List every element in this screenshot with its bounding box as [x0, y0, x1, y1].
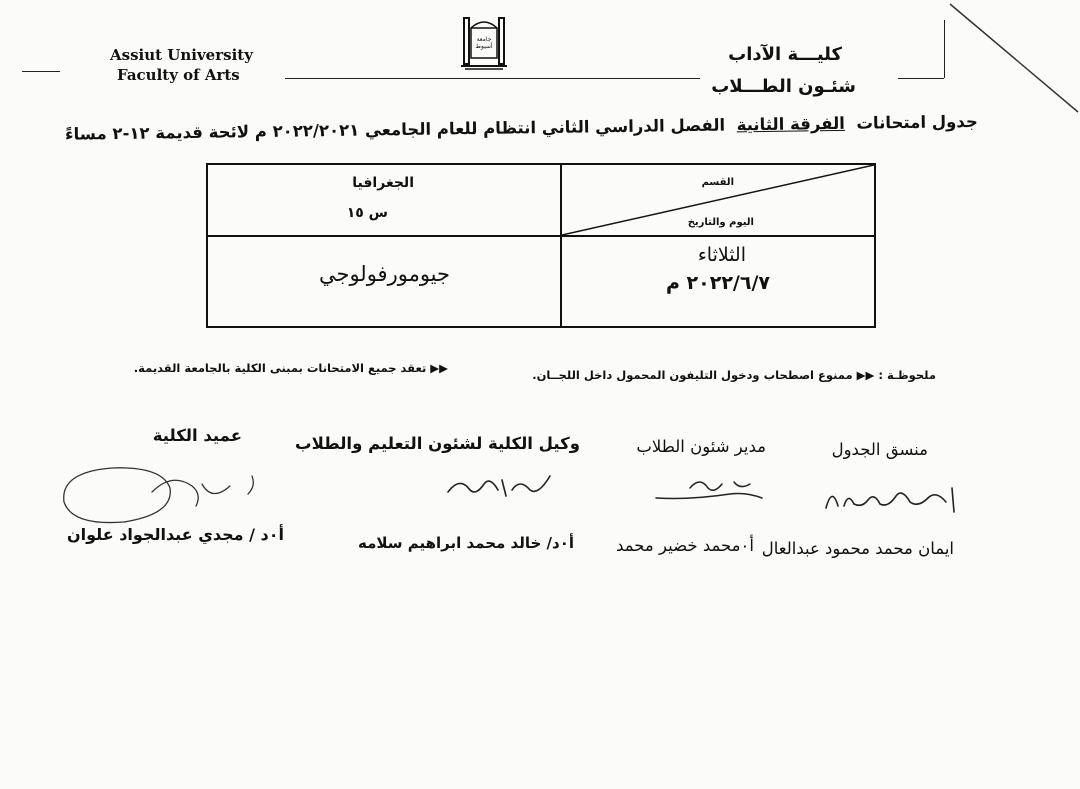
note-location: تعقد جميع الامتحانات بمبنى الكلية بالجامعة القديمة.: [133, 361, 427, 375]
bullet-icon: ▶▶: [430, 361, 448, 375]
department-name-ar: شئـون الطـــلاب: [711, 76, 856, 97]
role-vice-dean: وكيل الكلية لشئون التعليم والطلاب: [295, 434, 580, 453]
note-location-line: [134, 361, 448, 375]
signature-dean: [52, 462, 272, 528]
role-scheduler: منسق الجدول: [831, 440, 928, 459]
name-dean: أ٠د / مجدي عبدالجواد علوان: [66, 525, 284, 544]
signature-vice-dean: [440, 466, 560, 506]
department-name: الجغرافيا: [352, 175, 414, 191]
faculty-name-ar: كليـــة الآداب: [728, 44, 842, 65]
header-rule: [285, 78, 700, 79]
title-prefix: جدول امتحانات: [856, 112, 979, 133]
header-date-label: اليوم والتاريخ: [687, 217, 754, 228]
exam-date: ٢٠٢٢/٦/٧ م: [665, 271, 770, 294]
faculty-name-en: Faculty of Arts: [117, 66, 240, 84]
university-logo: [461, 14, 507, 70]
bullet-icon: ▶▶: [856, 368, 875, 382]
role-dean: عميد الكلية: [152, 426, 242, 445]
university-name-en: Assiut University: [110, 46, 253, 64]
name-vice-dean: أ٠د/ خالد محمد ابراهيم سلامه: [358, 534, 574, 552]
role-student-affairs-director: مدير شئون الطلاب: [636, 437, 766, 456]
exam-day: الثلاثاء: [697, 243, 746, 266]
signature-scheduler: [818, 478, 968, 518]
notes-label: ملحوظـة :: [878, 368, 936, 382]
title-level: الفرقة الثانية: [736, 113, 846, 135]
header-diagonal-cell: [561, 164, 875, 236]
exam-subject: جيومورفولوجي: [318, 261, 450, 286]
left-edge-dash: [22, 71, 60, 72]
name-scheduler: ايمان محمد محمود عبدالعال: [761, 539, 954, 558]
name-student-affairs-director: أ٠محمد خضير محمد: [616, 536, 754, 555]
exam-schedule-table: [206, 163, 876, 328]
page-corner-fold: [940, 0, 1080, 130]
subject-cell: [207, 236, 561, 327]
department-hours: س ١٥: [346, 205, 388, 221]
logo-text: جامعة أسيوط: [475, 36, 493, 50]
header-department-label: القسم: [701, 177, 734, 188]
department-header-cell: [207, 164, 561, 236]
title-details: الفصل الدراسي الثاني انتظام للعام الجامعي ٢٠٢٢/٢٠٢١ م لائحة قديمة ١٢-٢ مساءً: [65, 115, 726, 144]
date-cell: [561, 236, 875, 327]
notes-line: [532, 368, 936, 382]
note-phone: ممنوع اصطحاب ودخول التليفون المحمول داخل اللجــان.: [532, 368, 853, 382]
schedule-title: [65, 112, 978, 144]
frame-horizontal-line: [898, 78, 944, 79]
signature-student-affairs-director: [650, 470, 770, 510]
